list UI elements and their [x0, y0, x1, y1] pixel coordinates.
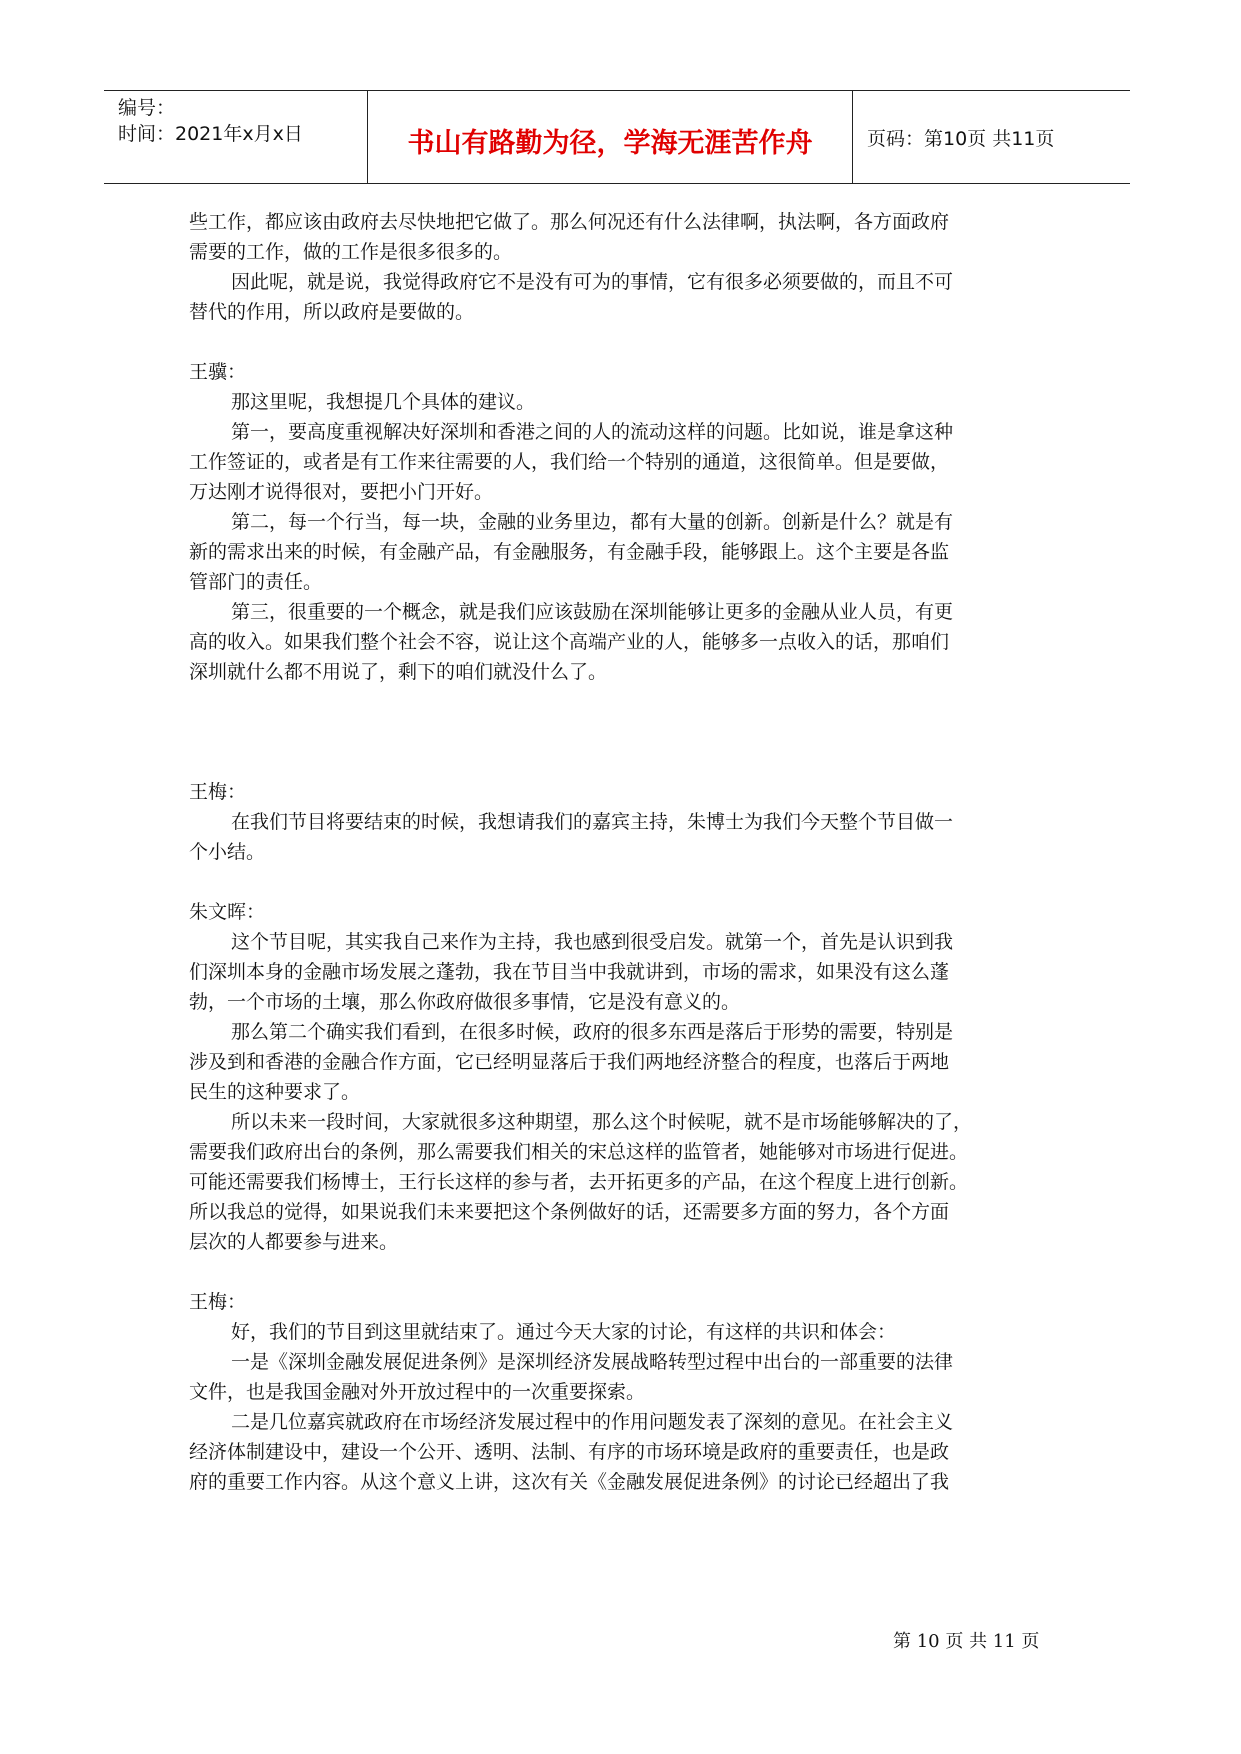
paragraph-line: 因此呢，就是说，我觉得政府它不是没有可为的事情，它有很多必须要做的，而且不可: [231, 271, 954, 293]
paragraph-line: 新的需求出来的时候，有金融产品，有金融服务，有金融手段，能够跟上。这个主要是各监: [189, 541, 950, 563]
paragraph-line: 管部门的责任。: [189, 571, 323, 593]
paragraph-line: 些工作，都应该由政府去尽快地把它做了。那么何况还有什么法律啊，执法啊，各方面政府: [189, 211, 950, 233]
speaker-name: 朱文晖：: [189, 901, 266, 923]
paragraph-line: 涉及到和香港的金融合作方面，它已经明显落后于我们两地经济整合的程度，也落后于两地: [189, 1051, 950, 1073]
document-header: [104, 90, 1130, 184]
paragraph-line: 所以我总的觉得，如果说我们未来要把这个条例做好的话，还需要多方面的努力，各个方面: [189, 1201, 950, 1223]
speaker-name: 王梅：: [189, 1291, 247, 1313]
paragraph-line: 所以未来一段时间，大家就很多这种期望，那么这个时候呢，就不是市场能够解决的了，: [231, 1111, 973, 1133]
header-page-info: 页码：第10页 共11页: [867, 128, 1055, 150]
blank-line: [189, 687, 1062, 747]
paragraph-line: 二是几位嘉宾就政府在市场经济发展过程中的作用问题发表了深刻的意见。在社会主义: [231, 1411, 954, 1433]
paragraph-line: 万达刚才说得很对，要把小门开好。: [189, 481, 494, 503]
header-right-cell: [853, 91, 1130, 183]
paragraph-line: 替代的作用，所以政府是要做的。: [189, 301, 475, 323]
paragraph-line: 在我们节目将要结束的时候，我想请我们的嘉宾主持，朱博士为我们今天整个节目做一: [231, 811, 954, 833]
paragraph-line: 勃，一个市场的土壤，那么你政府做很多事情，它是没有意义的。: [189, 991, 741, 1013]
paragraph-line: 第一，要高度重视解决好深圳和香港之间的人的流动这样的问题。比如说，谁是拿这种: [231, 421, 954, 443]
speaker-name: 王梅：: [189, 781, 247, 803]
speaker-name: 王骥：: [189, 361, 247, 383]
paragraph-line: 工作签证的，或者是有工作来往需要的人，我们给一个特别的通道，这很简单。但是要做，: [189, 451, 950, 473]
header-motto: 书山有路勤为径，学海无涯苦作舟: [407, 128, 813, 159]
paragraph-line: 层次的人都要参与进来。: [189, 1231, 399, 1253]
document-body: [189, 207, 1062, 1497]
paragraph-line: 可能还需要我们杨博士，王行长这样的参与者，去开拓更多的产品，在这个程度上进行创新。: [189, 1171, 969, 1193]
header-middle-cell: [368, 91, 853, 183]
paragraph-line: 深圳就什么都不用说了，剩下的咱们就没什么了。: [189, 661, 608, 683]
paragraph-line: 文件，也是我国金融对外开放过程中的一次重要探索。: [189, 1381, 646, 1403]
paragraph-line: 需要的工作，做的工作是很多很多的。: [189, 241, 513, 263]
paragraph-line: 们深圳本身的金融市场发展之蓬勃，我在节目当中我就讲到，市场的需求，如果没有这么蓬: [189, 961, 950, 983]
paragraph-line: 好，我们的节目到这里就结束了。通过今天大家的讨论，有这样的共识和体会：: [231, 1321, 897, 1343]
paragraph-line: 那这里呢，我想提几个具体的建议。: [231, 391, 536, 413]
paragraph-line: 那么第二个确实我们看到，在很多时候，政府的很多东西是落后于形势的需要，特别是: [231, 1021, 954, 1043]
paragraph-line: 这个节目呢，其实我自己来作为主持，我也感到很受启发。就第一个，首先是认识到我: [231, 931, 954, 953]
paragraph-line: 民生的这种要求了。: [189, 1081, 361, 1103]
blank-line: [189, 327, 1062, 357]
page-footer: 第 10 页 共 11 页: [893, 1631, 1040, 1652]
paragraph-line: 需要我们政府出台的条例，那么需要我们相关的宋总这样的监管者，她能够对市场进行促进。: [189, 1141, 969, 1163]
header-left-cell: [104, 91, 368, 183]
blank-line: [189, 747, 1062, 777]
paragraph-line: 高的收入。如果我们整个社会不容，说让这个高端产业的人，能够多一点收入的话，那咱们: [189, 631, 950, 653]
time-label: 时间：2021年x月x日: [118, 123, 303, 145]
blank-line: [189, 867, 1062, 897]
paragraph-line: 第二，每一个行当，每一块，金融的业务里边，都有大量的创新。创新是什么？就是有: [231, 511, 954, 533]
paragraph-line: 个小结。: [189, 841, 266, 863]
paragraph-line: 经济体制建设中，建设一个公开、透明、法制、有序的市场环境是政府的重要责任，也是政: [189, 1441, 950, 1463]
paragraph-line: 府的重要工作内容。从这个意义上讲，这次有关《金融发展促进条例》的讨论已经超出了我: [189, 1471, 950, 1493]
paragraph-line: 一是《深圳金融发展促进条例》是深圳经济发展战略转型过程中出台的一部重要的法律: [231, 1351, 954, 1373]
paragraph-line: 第三，很重要的一个概念，就是我们应该鼓励在深圳能够让更多的金融从业人员，有更: [231, 601, 954, 623]
blank-line: [189, 1257, 1062, 1287]
number-label: 编号：: [118, 97, 176, 119]
